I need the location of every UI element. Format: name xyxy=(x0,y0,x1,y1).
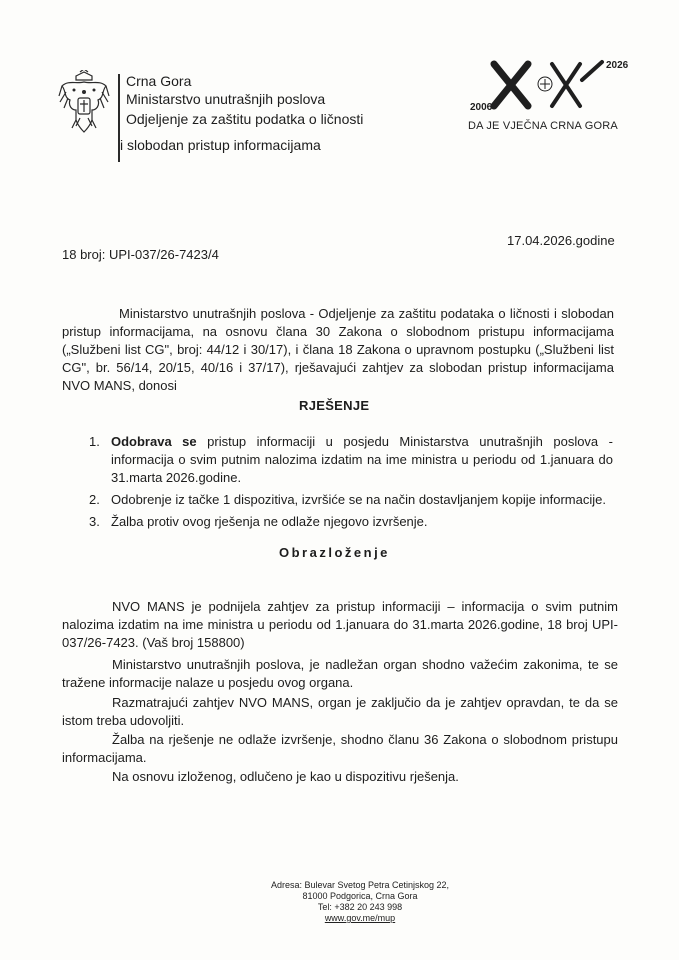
ministry-name: Ministarstvo unutrašnjih poslova xyxy=(126,91,326,107)
reasoning-paragraph: Na osnovu izloženog, odlučeno je kao u dispozitivu rješenja. xyxy=(112,769,459,784)
footer-address: Adresa: Bulevar Svetog Petra Cetinjskog 22, xyxy=(270,880,450,890)
decision-title: RJEŠENJE xyxy=(299,398,370,413)
item-text: Žalba protiv ovog rješenja ne odlaže njegovo izvršenje. xyxy=(111,514,428,529)
item-text: pristup informaciji u posjedu Ministarstva unutrašnjih poslova - informacija o svim putnim nalozima izdatim na ime ministra u periodu od 1.januara do 31.marta 2026.godine. xyxy=(111,434,613,485)
reasoning-paragraph: Razmatrajući zahtjev NVO MANS, organ je zaključio da je zahtjev opravdan, te da se istom treba udovoljiti. xyxy=(62,695,618,728)
item-number: 2. xyxy=(89,492,100,507)
footer-website-link[interactable]: www.gov.me/mup xyxy=(324,913,396,923)
country-name: Crna Gora xyxy=(126,73,192,89)
anniversary-logo xyxy=(470,54,640,124)
footer-city: 81000 Podgorica, Crna Gora xyxy=(302,891,418,901)
reasoning-paragraph: NVO MANS je podnijela zahtjev za pristup informaciji – informacija o svim putnim nalozima izdatim na ime ministra u periodu od 1.januara do 31.marta 2026.godine, 18 broj UPI-037/26-7423. (Vaš broj 158800) xyxy=(62,599,618,650)
logo-caption: DA JE VJEČNA CRNA GORA xyxy=(468,120,618,132)
item-number: 3. xyxy=(89,514,100,529)
footer-contact xyxy=(260,880,460,924)
intro-paragraph: Ministarstvo unutrašnjih poslova - Odjeljenje za zaštitu podataka o ličnosti i slobodan pristup informacijama, na osnovu člana 30 Zakona o slobodnom pristupu informacijama („Službeni list CG", broj: 44/12 i 30/17), i člana 18 Zakona o upravnom postupku („Službeni list CG", br. 56/14, 20/15, 40/16 i 37/17), rješavajući zahtjev za slobodan pristup informacijama NVO MANS, donosi xyxy=(62,306,614,393)
item-text: Odobrenje iz tačke 1 dispozitiva, izvršiće se na način dostavljanjem kopije informacije. xyxy=(111,492,606,507)
footer-phone: Tel: +382 20 243 998 xyxy=(317,902,403,912)
department-name-line2: i slobodan pristup informacijama xyxy=(120,137,321,153)
reference-number: 18 broj: UPI-037/26-7423/4 xyxy=(62,247,219,262)
department-name-line1: Odjeljenje za zaštitu podatka o ličnosti xyxy=(126,111,364,127)
document-date: 17.04.2026.godine xyxy=(507,233,615,248)
coat-of-arms-icon xyxy=(58,70,110,136)
decision-item xyxy=(83,513,613,531)
logo-year-start: 2006 xyxy=(470,102,493,113)
logo-roman-numeral: XX xyxy=(470,54,472,55)
decision-items xyxy=(83,433,613,535)
reasoning-title: Obrazloženje xyxy=(279,545,390,560)
item-bold-lead: Odobrava se xyxy=(111,434,197,449)
item-number: 1. xyxy=(89,434,100,449)
decision-item xyxy=(83,433,613,487)
issuer-block xyxy=(120,72,364,154)
logo-year-end: 2026 xyxy=(606,60,629,71)
reasoning-paragraph: Ministarstvo unutrašnjih poslova, je nadležan organ shodno važećim zakonima, te se tražene informacije nalaze u posjedu ovog organa. xyxy=(62,657,618,690)
decision-item xyxy=(83,491,613,509)
reasoning-paragraph: Žalba na rješenje ne odlaže izvršenje, shodno članu 36 Zakona o slobodnom pristupu informacijama. xyxy=(62,732,618,765)
